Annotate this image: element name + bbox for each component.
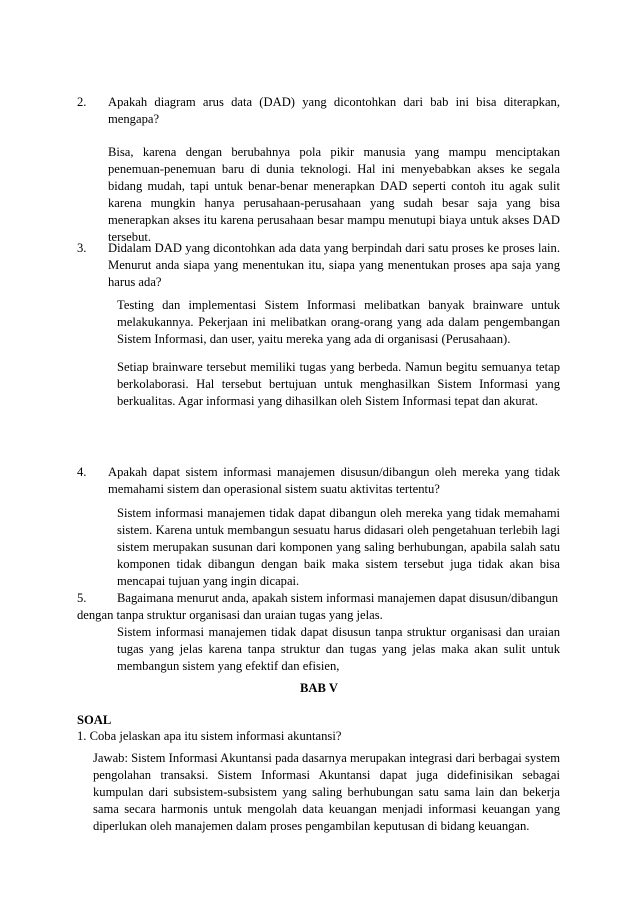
question-5-number: 5.: [77, 591, 87, 605]
question-3-answer-paragraph-1: Testing dan implementasi Sistem Informasi melibatkan banyak brainware untuk melakukannya. Pekerjaan ini melibatkan orang-orang yang ada dalam pengembangan Sistem Informasi, dan user, yaitu mereka yang ada di organisasi (Perusahaan).: [117, 298, 560, 346]
soal-answer-1: Jawab: Sistem Informasi Akuntansi pada dasarnya merupakan integrasi dari berbagai system pengolahan transaksi. Sistem Informasi Akuntansi dapat juga didefinisikan sebagai kumpulan dari subsistem-subsistem yang saling berhubungan satu sama lain dan bekerja sama secara harmonis untuk mengolah data keuangan menjadi informasi keuangan yang diperlukan oleh manajemen dalam proses pengambilan keputusan di bidang keuangan.: [93, 751, 560, 833]
chapter-heading: BAB V: [300, 681, 338, 695]
question-5-answer: Sistem informasi manajemen tidak dapat disusun tanpa struktur organisasi dan uraian tugas yang jelas karena tanpa struktur dan tugas yang jelas maka akan sulit untuk membangun sistem yang efektif dan efisien,: [117, 625, 560, 673]
question-4-text: Apakah dapat sistem informasi manajemen disusun/dibangun oleh mereka yang tidak memahami sistem dan operasional sistem suatu aktivitas tertentu?: [108, 465, 560, 496]
question-3-number: 3.: [77, 241, 87, 255]
question-5-text-line-2: dengan tanpa struktur organisasi dan uraian tugas yang jelas.: [77, 608, 383, 622]
question-2-answer: Bisa, karena dengan berubahnya pola pikir manusia yang mampu menciptakan penemuan-penemuan baru di dunia teknologi. Hal ini menyebabkan akses ke segala bidang mudah, tapi untuk benar-benar menerapkan DAD seperti contoh itu agak sulit karena mungkin hanya perusahaan-perusahaan yang sudah besar saja yang bisa menerapkan akses itu karena perusahaan besar mampu menutupi biaya untuk akses DAD tersebut.: [108, 145, 560, 244]
question-4-number: 4.: [77, 465, 87, 479]
question-3-answer-paragraph-2: Setiap brainware tersebut memiliki tugas yang berbeda. Namun begitu semuanya tetap berkolaborasi. Hal tersebut bertujuan untuk menghasilkan Sistem Informasi yang berkualitas. Agar informasi yang dihasilkan oleh Sistem Informasi tepat dan akurat.: [117, 360, 560, 408]
soal-question-1: 1. Coba jelaskan apa itu sistem informasi akuntansi?: [77, 729, 342, 743]
question-5-text-line-1: Bagaimana menurut anda, apakah sistem informasi manajemen dapat disusun/dibangun: [117, 591, 559, 605]
question-2-text: Apakah diagram arus data (DAD) yang dicontohkan dari bab ini bisa diterapkan, mengapa?: [108, 95, 560, 126]
soal-heading: SOAL: [77, 713, 112, 727]
question-2-number: 2.: [77, 95, 87, 109]
question-3-text: Didalam DAD yang dicontohkan ada data yang berpindah dari satu proses ke proses lain. Menurut anda siapa yang menentukan itu, siapa yang menentukan proses apa saja yang harus ada?: [108, 241, 560, 289]
question-4-answer: Sistem informasi manajemen tidak dapat dibangun oleh mereka yang tidak memahami sistem. Karena untuk membangun sesuatu harus didasari oleh pengetahuan terlebih lagi sistem merupakan susunan dari komponen yang saling berhubungan, apabila salah satu komponen tidak dibangun dengan baik maka sistem tersebut juga tidak akan bisa mencapai tujuan yang ingin dicapai.: [117, 506, 560, 588]
